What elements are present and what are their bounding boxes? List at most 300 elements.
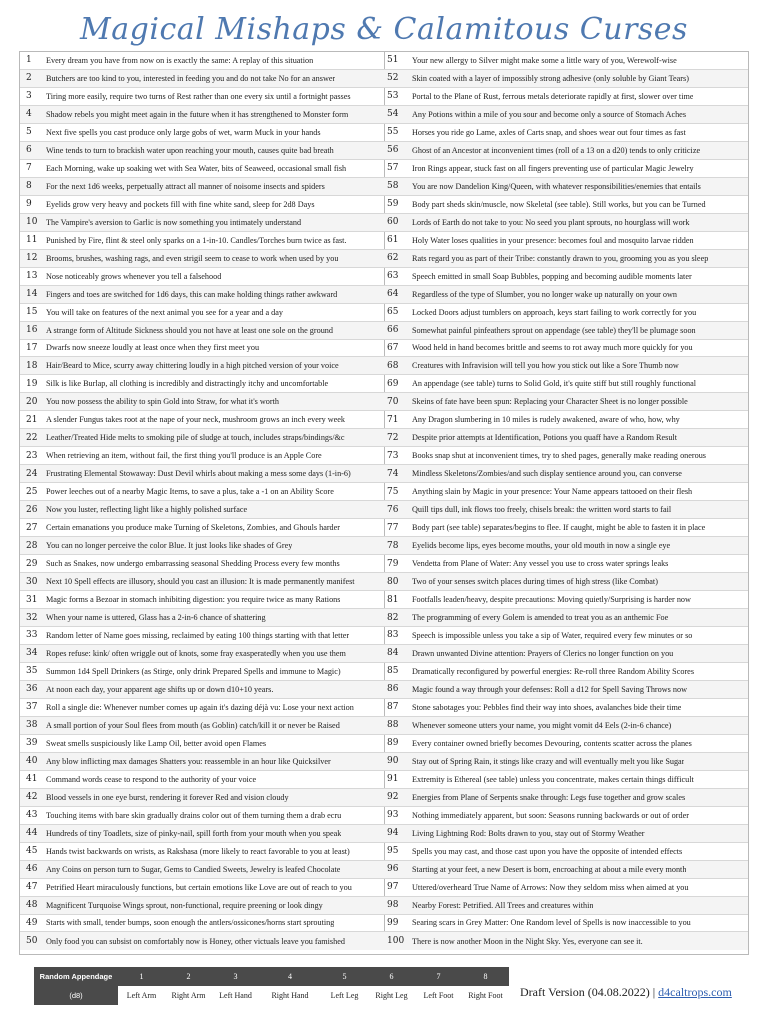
entry-text: Touching items with bare skin gradually drains color out of them turning them a drab ecru (46, 810, 342, 820)
entry-text: For the next 1d6 weeks, perpetually attract all manner of noisome insects and spiders (46, 181, 325, 191)
entry-text: Speech is impossible unless you take a sip of Water, required every few minutes or so (412, 630, 693, 640)
entry-text: You are now Dandelion King/Queen, with whatever responsibilities/enemies that entails (412, 181, 701, 191)
table-row (20, 70, 384, 88)
table-row (384, 519, 748, 537)
entry-text: Spells you may cast, and those cast upon you have the opposite of intended effects (412, 846, 683, 856)
entry-text: Random letter of Name goes missing, reclaimed by eating 100 things starting with that letter (46, 630, 350, 640)
entry-number: 6 (26, 145, 32, 156)
appendage-number: 1 (139, 972, 144, 981)
table-row (384, 286, 748, 304)
entry-number: 37 (26, 702, 38, 713)
entry-number: 98 (387, 900, 399, 911)
entry-text: Quill tips dull, ink flows too freely, chisels break: the written word starts to fail (412, 505, 672, 515)
entry-number: 71 (387, 414, 399, 425)
entry-number: 29 (26, 558, 38, 569)
entry-text: Fingers and toes are switched for 1d6 days, this can make holding things rather awkward (46, 289, 338, 299)
entry-text: Dwarfs now sneeze loudly at least once when they first meet you (46, 343, 260, 353)
table-row (20, 501, 384, 519)
entry-text: Horses you ride go Lame, axles of Carts snap, and shoes wear out four times as fast (412, 127, 686, 137)
entry-text: Books snap shut at inconvenient times, try to shed pages, generally make reading onerous (412, 451, 706, 461)
entry-number: 63 (387, 271, 399, 282)
appendage-label: Left Leg (321, 986, 368, 1005)
entry-number: 74 (387, 468, 399, 479)
table-row (20, 735, 384, 753)
entry-number: 39 (26, 738, 38, 749)
entry-text: Uttered/overheard True Name of Arrows: Now they seldom miss when aimed at you (412, 882, 689, 892)
entry-number: 80 (387, 576, 399, 587)
entry-number: 22 (26, 432, 38, 443)
entry-text: Energies from Plane of Serpents snake through: Legs fuse together and grow scales (412, 792, 686, 802)
entry-number: 34 (26, 648, 38, 659)
entry-text: Nose noticeably grows whenever you tell a falsehood (46, 271, 222, 281)
entry-text: A slender Fungus takes root at the nape of your neck, mushroom grows an inch every week (46, 415, 345, 425)
entry-number: 44 (26, 828, 38, 839)
entry-number: 57 (387, 163, 399, 174)
entry-number: 12 (26, 253, 38, 264)
entry-number: 60 (387, 217, 399, 228)
entry-number: 61 (387, 235, 399, 246)
table-row (20, 771, 384, 789)
entry-text: Eyelids become lips, eyes become mouths, your old mouth in now a single eye (412, 541, 671, 551)
table-row (384, 196, 748, 214)
table-row (20, 196, 384, 214)
table-row (384, 142, 748, 160)
entry-text: Your new allergy to Silver might make some a little wary of you, Werewolf-wise (412, 55, 677, 65)
table-row (20, 214, 384, 232)
table-row (20, 124, 384, 142)
entry-text: Rats regard you as part of their Tribe: constantly drawn to you, grooming you as you sleep (412, 253, 709, 263)
table-row (20, 573, 384, 591)
table-row (384, 106, 748, 124)
entry-number: 64 (387, 289, 399, 300)
table-row (384, 897, 748, 915)
entry-text: Extremity is Ethereal (see table) unless you concentrate, makes certain things difficult (412, 774, 694, 784)
entry-text: Any Coins on person turn to Sugar, Gems to Candied Sweets, Jewelry is leafed Chocolate (46, 864, 341, 874)
entry-number: 4 (26, 109, 32, 120)
entry-text: Mindless Skeletons/Zombies/and such display sentience around you, can converse (412, 469, 682, 479)
table-row (384, 483, 748, 501)
entry-text: Shadow rebels you might meet again in the future when it has strengthened to Monster form (46, 109, 349, 119)
entry-number: 65 (387, 307, 399, 318)
table-row (20, 393, 384, 411)
entry-number: 51 (387, 55, 399, 66)
entry-number: 33 (26, 630, 38, 641)
table-row (20, 663, 384, 681)
entry-number: 36 (26, 684, 38, 695)
entry-text: Command words cease to respond to the authority of your voice (46, 774, 257, 784)
entry-text: Skeins of fate have been spun: Replacing your Character Sheet is no longer possible (412, 397, 688, 407)
entry-number: 28 (26, 540, 38, 551)
table-row (384, 771, 748, 789)
entry-text: Magic found a way through your defenses: Roll a d12 for Spell Saving Throws now (412, 684, 687, 694)
entry-text: Ropes refuse: kink/ often wriggle out of knots, some fray exasperatedly when you use them (46, 648, 346, 658)
entry-text: Any Potions within a mile of you sour and become only a source of Stomach Aches (412, 109, 687, 119)
entry-number: 92 (387, 792, 399, 803)
table-row (20, 232, 384, 250)
entry-number: 5 (26, 127, 32, 138)
entry-text: Ghost of an Ancestor at inconvenient times (roll of a 13 on a d20) tends to only criticize (412, 145, 701, 155)
entry-text: Butchers are too kind to you, interested in feeding you and do not take No for an answer (46, 73, 336, 83)
entry-number: 35 (26, 666, 38, 677)
entry-number: 88 (387, 720, 399, 731)
entry-text: Footfalls leaden/heavy, despite precautions: Moving quietly/Surprising is harder now (412, 595, 691, 605)
page-title: Magical Mishaps & Calamitous Curses (80, 12, 688, 47)
entry-text: Wine tends to turn to brackish water upon reaching your mouth, causes quite bad breath (46, 145, 334, 155)
table-row (20, 861, 384, 879)
table-row (20, 286, 384, 304)
entry-text: Every container owned briefly becomes Devouring, contents scatter across the planes (412, 738, 692, 748)
entry-number: 96 (387, 864, 399, 875)
entry-text: An appendage (see table) turns to Solid Gold, it's quite stiff but still roughly functional (412, 379, 696, 389)
entry-text: Only food you can subsist on comfortably now is Honey, other victuals leave you famished (46, 936, 345, 946)
entry-text: Summon 1d4 Spell Drinkers (as Stirge, only drink Prepared Spells and immune to Magic) (46, 666, 341, 676)
entry-number: 47 (26, 882, 38, 893)
entry-number: 15 (26, 307, 38, 318)
table-row (20, 106, 384, 124)
table-row (20, 537, 384, 555)
table-row (384, 393, 748, 411)
entry-number: 27 (26, 522, 38, 533)
entry-number: 59 (387, 199, 399, 210)
table-row (20, 591, 384, 609)
entry-text: Magnificent Turquoise Wings sprout, non-functional, require preening or look dingy (46, 900, 323, 910)
entry-number: 81 (387, 594, 399, 605)
entry-text: Hands twist backwards on wrists, as Rakshasa (more likely to react favorable to you at least) (46, 846, 350, 856)
entry-number: 3 (26, 91, 32, 102)
entry-number: 89 (387, 738, 399, 749)
entry-text: You can no longer perceive the color Blue. It just looks like shades of Grey (46, 541, 293, 551)
entry-text: Anything slain by Magic in your presence: Your Name appears tattooed on their flesh (412, 487, 693, 497)
appendage-title-line1: Random Appendage (39, 971, 113, 981)
entry-text: Dramatically reconfigured by powerful energies: Re-roll three Random Ability Scores (412, 666, 695, 676)
table-row (384, 465, 748, 483)
table-row (384, 753, 748, 771)
entry-text: Iron Rings appear, stuck fast on all fingers preventing use of particular Magic Jewelry (412, 163, 694, 173)
table-row (20, 932, 384, 950)
entry-text: Sweat smells suspiciously like Lamp Oil, better avoid open Flames (46, 738, 267, 748)
entry-number: 77 (387, 522, 399, 533)
appendage-label: Right Foot (462, 986, 509, 1005)
table-row (384, 609, 748, 627)
entry-text: Power leeches out of a nearby Magic Items, to save a plus, take a -1 on an Ability Score (46, 487, 334, 497)
entry-number: 90 (387, 756, 399, 767)
table-row (20, 375, 384, 393)
entry-text: Eyelids grow very heavy and pockets fill with fine white sand, sleep for 2d8 Days (46, 199, 315, 209)
table-row (384, 843, 748, 861)
entry-text: When retrieving an item, without fail, the first thing you'll produce is an Apple Core (46, 451, 322, 461)
entry-text: Such as Snakes, now undergo embarrassing seasonal Shedding Process every few months (46, 559, 340, 569)
entry-text: Skin coated with a layer of impossibly strong adhesive (only soluble by Giant Tears) (412, 73, 689, 83)
entry-number: 42 (26, 792, 38, 803)
table-row (384, 124, 748, 142)
entry-text: Locked Doors adjust tumblers on approach, keys start failing to work correctly for you (412, 307, 697, 317)
entry-number: 20 (26, 396, 38, 407)
entry-number: 99 (387, 917, 399, 928)
table-row (384, 717, 748, 735)
table-row (20, 465, 384, 483)
entry-text: Each Morning, wake up soaking wet with Sea Water, bits of Seaweed, occasional small fish (46, 163, 347, 173)
entry-text: Any Dragon slumbering in 10 miles is rudely awakened, aware of who, how, why (412, 415, 680, 425)
entry-text: Blood vessels in one eye burst, rendering it forever Red and vision cloudy (46, 792, 289, 802)
footer (520, 985, 732, 1000)
entry-number: 86 (387, 684, 399, 695)
table-row (384, 375, 748, 393)
entry-number: 10 (26, 217, 38, 228)
entry-number: 48 (26, 900, 38, 911)
entry-number: 72 (387, 432, 399, 443)
table-row (20, 843, 384, 861)
appendage-label: Left Foot (415, 986, 462, 1005)
entry-text: Drawn unwanted Divine attention: Prayers of Clerics no longer function on you (412, 648, 674, 658)
entry-number: 75 (387, 486, 399, 497)
table-row (20, 519, 384, 537)
entry-number: 53 (387, 91, 399, 102)
appendage-label: Right Hand (259, 986, 321, 1005)
entry-text: Leather/Treated Hide melts to smoking pile of sludge at touch, includes straps/bindings/&c (46, 433, 345, 443)
table-row (384, 735, 748, 753)
appendage-header-row (34, 967, 509, 986)
table-row (384, 915, 748, 933)
entry-text: A strange form of Altitude Sickness should you not have at least one sole on the ground (46, 325, 333, 335)
table-row (384, 70, 748, 88)
entry-text: Creatures with Infravision will tell you how you stick out like a Sore Thumb now (412, 361, 679, 371)
entry-number: 25 (26, 486, 38, 497)
appendage-number: 8 (483, 972, 488, 981)
entry-text: Frustrating Elemental Stowaway: Dust Devil whirls about making a mess some days (1-in-6) (46, 469, 351, 479)
table-row (20, 268, 384, 286)
appendage-label: Right Leg (368, 986, 415, 1005)
entry-text: Brooms, brushes, washing rags, and even strigil seem to cease to work when used by you (46, 253, 339, 263)
entry-number: 73 (387, 450, 399, 461)
table-row (384, 537, 748, 555)
table-row (20, 142, 384, 160)
entry-text: Any blow inflicting max damages Shatters you: reassemble in an hour like Quicksilver (46, 756, 331, 766)
appendage-number: 5 (342, 972, 347, 981)
table-row (384, 429, 748, 447)
table-row (384, 322, 748, 340)
entry-text: Despite prior attempts at Identification, Potions you quaff have a Random Result (412, 433, 677, 443)
entry-number: 84 (387, 648, 399, 659)
entry-text: Silk is like Burlap, all clothing is incredibly and distractingly itchy and uncomfortable (46, 379, 329, 389)
entry-number: 62 (387, 253, 399, 264)
table-row (20, 879, 384, 897)
appendage-number: 3 (233, 972, 238, 981)
table-row (384, 501, 748, 519)
entry-text: Searing scars in Grey Matter: One Random level of Spells is now inaccessible to you (412, 918, 691, 928)
entry-number: 91 (387, 774, 399, 785)
entry-text: There is now another Moon in the Night Sky. Yes, everyone can see it. (412, 936, 643, 946)
entry-number: 76 (387, 504, 399, 515)
entry-number: 54 (387, 109, 399, 120)
table-row (20, 717, 384, 735)
entry-text: Portal to the Plane of Rust, ferrous metals deteriorate rapidly at first, slower over time (412, 91, 694, 101)
appendage-number: 7 (436, 972, 441, 981)
entry-number: 26 (26, 504, 38, 515)
table-row (20, 753, 384, 771)
table-row (20, 357, 384, 375)
table-row (384, 232, 748, 250)
entry-number: 9 (26, 199, 32, 210)
entry-text: Magic forms a Bezoar in stomach inhibiting digestion: you require twice as many Rations (46, 595, 341, 605)
appendage-body-row (34, 986, 509, 1005)
entry-text: Somewhat painful pinfeathers sprout on appendage (see table) they'll be plumage soon (412, 325, 696, 335)
entry-number: 93 (387, 810, 399, 821)
table-row (384, 52, 748, 70)
entry-number: 50 (26, 936, 38, 947)
table-row (20, 340, 384, 358)
entry-number: 97 (387, 882, 399, 893)
entry-number: 52 (387, 73, 399, 84)
entry-number: 18 (26, 360, 38, 371)
table-row (384, 447, 748, 465)
entry-text: A small portion of your Soul flees from mouth (as Goblin) catch/kill it or never be Raised (46, 720, 340, 730)
entry-text: Vendetta from Plane of Water: Any vessel you use to cross water springs leaks (412, 559, 669, 569)
entry-number: 23 (26, 450, 38, 461)
table-row (20, 447, 384, 465)
entry-number: 17 (26, 342, 38, 353)
entry-text: You now possess the ability to spin Gold into Straw, for what it's worth (46, 397, 279, 407)
table-row (20, 304, 384, 322)
entry-number: 68 (387, 360, 399, 371)
entry-number: 14 (26, 289, 38, 300)
table-row (20, 699, 384, 717)
table-row (20, 88, 384, 106)
entry-text: At noon each day, your apparent age shifts up or down d10+10 years. (46, 684, 274, 694)
entry-text: When your name is uttered, Glass has a 2-in-6 chance of shattering (46, 613, 266, 623)
table-row (384, 807, 748, 825)
entry-number: 40 (26, 756, 38, 767)
table-row (20, 250, 384, 268)
entry-text: Nearby Forest: Petrified. All Trees and creatures within (412, 900, 594, 910)
table-row (384, 789, 748, 807)
entry-number: 87 (387, 702, 399, 713)
table-column-right (384, 52, 748, 950)
table-row (384, 178, 748, 196)
entry-number: 45 (26, 846, 38, 857)
entry-number: 8 (26, 181, 32, 192)
table-row (384, 591, 748, 609)
entry-text: Petrified Heart miraculously functions, but certain emotions like Love are out of reach to you (46, 882, 352, 892)
table-row (384, 160, 748, 178)
entry-text: The Vampire's aversion to Garlic is now something you intimately understand (46, 217, 302, 227)
table-row (20, 411, 384, 429)
table-row (20, 897, 384, 915)
table-row (384, 699, 748, 717)
entry-text: Starting at your feet, a new Desert is born, encroaching at about a mile every month (412, 864, 687, 874)
entry-text: Hair/Beard to Mice, scurry away chittering loudly in a high pitched version of your voice (46, 361, 339, 371)
table-row (20, 825, 384, 843)
appendage-number: 6 (389, 972, 394, 981)
entry-text: Tiring more easily, require two turns of Rest rather than one every six until a fortnight passes (46, 91, 351, 101)
table-row (384, 304, 748, 322)
entry-text: Next 10 Spell effects are illusory, should you cast an illusion: It is made permanently manifest (46, 577, 355, 587)
version-text: Draft Version (04.08.2022) | (520, 985, 659, 999)
entry-number: 79 (387, 558, 399, 569)
entry-text: Starts with small, tender bumps, soon enough the antlers/ossicones/horns start sprouting (46, 918, 335, 928)
appendage-title-die: (d8) (34, 986, 118, 1005)
entry-number: 66 (387, 325, 399, 336)
entry-number: 70 (387, 396, 399, 407)
appendage-label: Left Arm (118, 986, 165, 1005)
entry-number: 58 (387, 181, 399, 192)
entry-number: 95 (387, 846, 399, 857)
entry-number: 82 (387, 612, 399, 623)
entry-text: Now you luster, reflecting light like a highly polished surface (46, 505, 248, 515)
entry-number: 49 (26, 917, 38, 928)
appendage-title (34, 967, 118, 986)
table-row (20, 555, 384, 573)
entry-text: Body part (see table) separates/begins to flee. If caught, might be able to fasten it in place (412, 523, 706, 533)
entry-text: Holy Water loses qualities in your presence: becomes foul and mosquito larvae ridden (412, 235, 694, 245)
table-row (384, 214, 748, 232)
entry-number: 30 (26, 576, 38, 587)
entry-number: 21 (26, 414, 38, 425)
table-row (20, 160, 384, 178)
appendage-number: 2 (186, 972, 191, 981)
table-row (384, 932, 748, 950)
entry-number: 13 (26, 271, 38, 282)
entry-text: Roll a single die: Whenever number comes up again it's dazing déjà vu: Lose your next action (46, 702, 354, 712)
entry-number: 41 (26, 774, 38, 785)
entry-number: 83 (387, 630, 399, 641)
entry-text: Nothing immediately apparent, but soon: Seasons running backwards or out of order (412, 810, 689, 820)
table-row (384, 340, 748, 358)
entry-text: Two of your senses switch places during times of high stress (like Combat) (412, 577, 658, 587)
table-row (384, 250, 748, 268)
entry-text: Wood held in hand becomes brittle and seems to rot away much more quickly for you (412, 343, 693, 353)
entry-number: 16 (26, 325, 38, 336)
entry-text: Every dream you have from now on is exactly the same: A replay of this situation (46, 55, 314, 65)
table-row (384, 411, 748, 429)
entry-text: Speech emitted in small Soap Bubbles, popping and becoming audible moments later (412, 271, 692, 281)
table-row (20, 645, 384, 663)
entry-number: 7 (26, 163, 32, 174)
entry-number: 55 (387, 127, 399, 138)
entry-text: Hundreds of tiny Toadlets, size of pinky-nail, spill forth from your mouth when you speak (46, 828, 342, 838)
table-row (384, 357, 748, 375)
appendage-number: 4 (288, 972, 292, 981)
table-row (20, 915, 384, 933)
table-row (20, 807, 384, 825)
appendage-label: Left Hand (212, 986, 259, 1005)
table-row (384, 645, 748, 663)
website-link[interactable]: d4caltrops.com (658, 985, 732, 999)
entry-number: 32 (26, 612, 38, 623)
table-row (384, 663, 748, 681)
entry-text: Punished by Fire, flint & steel only sparks on a 1-in-10. Candles/Torches burn twice as fast. (46, 235, 347, 245)
entry-number: 24 (26, 468, 38, 479)
table-row (384, 627, 748, 645)
mishap-table (19, 51, 749, 955)
table-row (20, 178, 384, 196)
appendage-label: Right Arm (165, 986, 212, 1005)
entry-text: Lords of Earth do not take to you: No seed you plant sprouts, no hourglass will work (412, 217, 690, 227)
table-row (20, 609, 384, 627)
entry-number: 2 (26, 73, 32, 84)
entry-text: You will take on features of the next animal you see for a year and a day (46, 307, 283, 317)
entry-text: Next five spells you cast produce only large gobs of wet, warm Muck in your hands (46, 127, 321, 137)
entry-number: 69 (387, 378, 399, 389)
entry-number: 85 (387, 666, 399, 677)
entry-number: 38 (26, 720, 38, 731)
entry-text: Regardless of the type of Slumber, you no longer wake up naturally on your own (412, 289, 678, 299)
entry-number: 46 (26, 864, 38, 875)
table-row (384, 825, 748, 843)
table-row (384, 573, 748, 591)
entry-number: 100 (387, 936, 405, 947)
entry-text: The programming of every Golem is amended to treat you as an anthemic Foe (412, 613, 669, 623)
table-row (384, 268, 748, 286)
